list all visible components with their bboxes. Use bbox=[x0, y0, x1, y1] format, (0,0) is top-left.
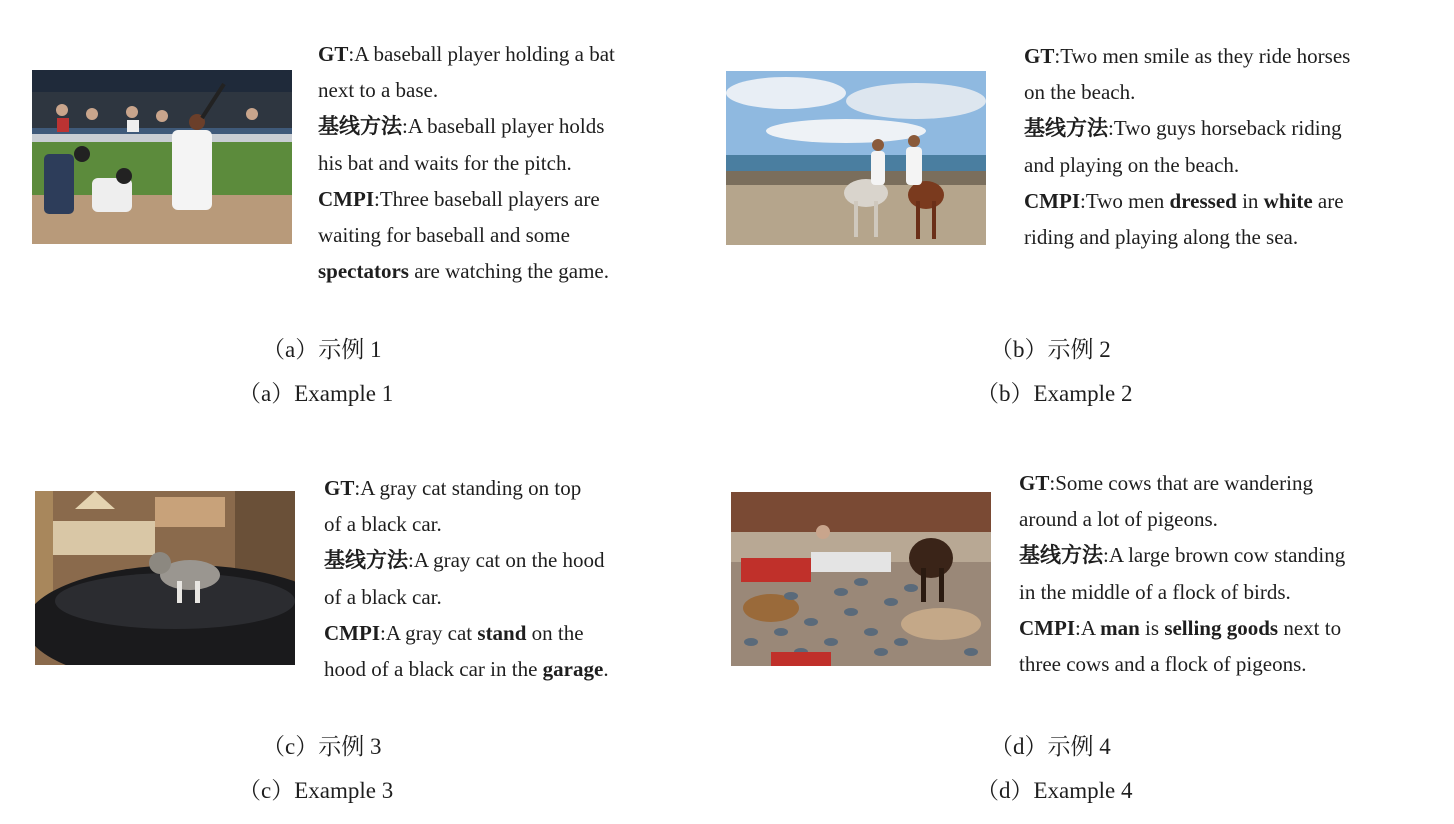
baseball-batter-photo bbox=[32, 70, 292, 244]
cmpi-caption-cont: hood of a black car in the garage. bbox=[324, 657, 609, 682]
caption-block bbox=[1019, 465, 1345, 682]
subfigure-label-cn: （d）示例 4 bbox=[990, 734, 1111, 759]
cmpi-caption: CMPI:Three baseball players are bbox=[318, 186, 600, 211]
gt-caption-cont: of a black car. bbox=[324, 512, 442, 537]
subfigure-label-en: （d）Example 4 bbox=[976, 778, 1133, 803]
baseline-caption: 基线方法:Two guys horseback riding bbox=[1024, 116, 1342, 141]
baseline-caption-cont: in the middle of a flock of birds. bbox=[1019, 579, 1291, 604]
cmpi-caption: CMPI:A man is selling goods next to bbox=[1019, 615, 1342, 640]
cmpi-caption-cont: spectators are watching the game. bbox=[318, 259, 609, 284]
caption-block bbox=[318, 36, 615, 289]
baseline-caption-cont: of a black car. bbox=[324, 584, 442, 609]
cows-and-pigeons-photo bbox=[731, 492, 991, 666]
caption-block bbox=[1024, 38, 1350, 255]
cmpi-caption: CMPI:Two men dressed in white are bbox=[1024, 188, 1344, 213]
cmpi-caption: CMPI:A gray cat stand on the bbox=[324, 620, 584, 645]
cmpi-caption-cont: riding and playing along the sea. bbox=[1024, 225, 1299, 250]
gt-caption: GT:Two men smile as they ride horses bbox=[1024, 44, 1351, 68]
caption-block bbox=[324, 470, 609, 687]
beach-horse-riders-photo bbox=[726, 71, 986, 245]
gt-caption-cont: on the beach. bbox=[1024, 80, 1136, 105]
gt-caption-cont: around a lot of pigeons. bbox=[1019, 507, 1218, 532]
cmpi-caption-cont: waiting for baseball and some bbox=[318, 223, 570, 248]
baseline-caption-cont: his bat and waits for the pitch. bbox=[318, 150, 572, 175]
subfigure-label-en: （c）Example 3 bbox=[238, 778, 394, 803]
cmpi-caption-cont: three cows and a flock of pigeons. bbox=[1019, 652, 1307, 677]
baseline-caption: 基线方法:A large brown cow standing bbox=[1019, 543, 1346, 568]
baseline-caption-cont: and playing on the beach. bbox=[1024, 152, 1240, 177]
subfigure-label-cn: （b）示例 2 bbox=[990, 337, 1111, 362]
baseline-caption: 基线方法:A gray cat on the hood bbox=[324, 548, 605, 573]
cat-on-car-photo bbox=[35, 491, 295, 665]
gt-caption: GT:A gray cat standing on top bbox=[324, 476, 582, 500]
subfigure-label-cn: （a）示例 1 bbox=[262, 337, 382, 362]
gt-caption: GT:Some cows that are wandering bbox=[1019, 471, 1313, 495]
gt-caption-cont: next to a base. bbox=[318, 78, 439, 103]
gt-caption: GT:A baseball player holding a bat bbox=[318, 42, 615, 66]
baseline-caption: 基线方法:A baseball player holds bbox=[318, 114, 605, 139]
subfigure-label-en: （b）Example 2 bbox=[976, 381, 1133, 406]
subfigure-label-en: （a）Example 1 bbox=[238, 381, 394, 406]
subfigure-label-cn: （c）示例 3 bbox=[262, 734, 382, 759]
